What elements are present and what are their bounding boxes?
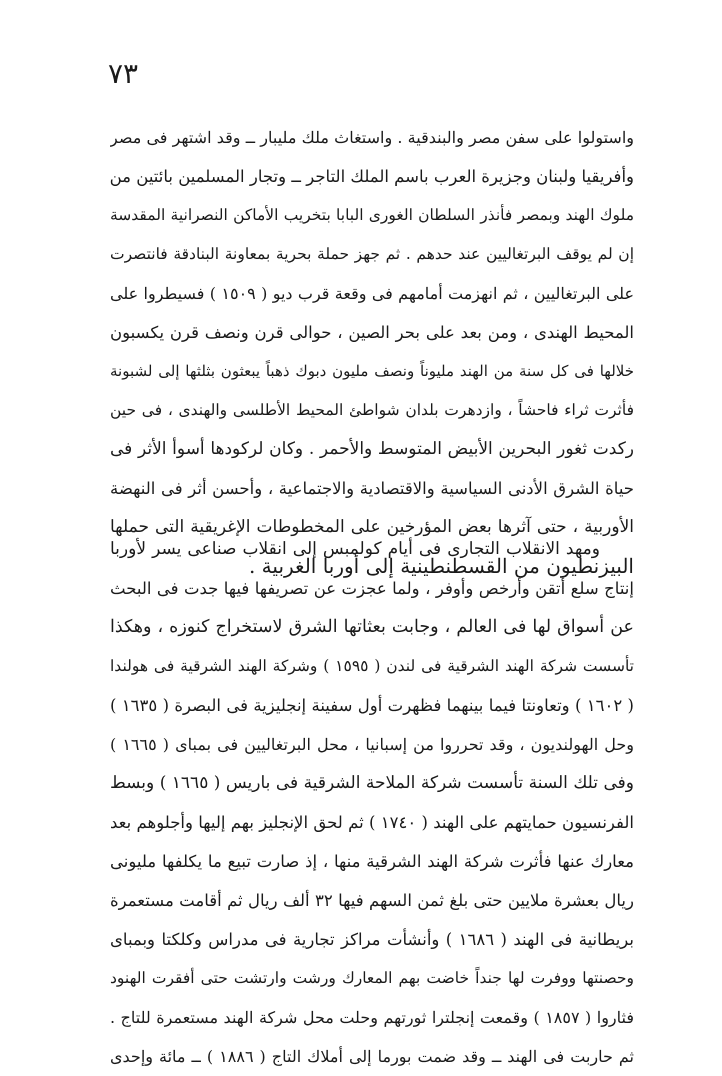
text-line: وأفريقيا ولبنان وجزيرة العرب باسم الملك التاجر ــ وتجار المسلمين بائتين من	[110, 167, 634, 186]
text-line: إن لم يوقف البرتغاليين عند حدهم . ثم جهز حملة بحرية بمعاونة البنادقة فانتصرت	[110, 245, 634, 263]
text-line: الأوربية ، حتى آثرها بعض المؤرخين على المخطوطات الإغريقية التى حملها	[110, 517, 634, 537]
text-line: الفرنسيون حمايتهم على الهند ( ١٧٤٠ ) ثم لحق الإنجليز بهم إليها وأجلوهم بعد	[110, 813, 634, 832]
text-line: على البرتغاليين ، ثم انهزمت أمامهم فى وقعة قرب ديو ( ١٥٠٩ ) فسيطروا على	[110, 284, 634, 303]
text-line: إنتاج سلع أتقن وأرخص وأوفر ، ولما عجزت عن تصريفها فيها جدت فى البحث	[110, 579, 634, 598]
text-line: خلالها فى كل سنة من الهند مليوناً ونصف مليون دبوك ذهباً يبعثون بثلثها إلى لشبونة	[110, 362, 634, 380]
text-line: ثم حاربت فى الهند ــ وقد ضمت بورما إلى أملاك التاج ( ١٨٨٦ ) ــ مائة وإحدى	[110, 1047, 634, 1066]
text-line: عن أسواق لها فى العالم ، وجابت بعثاتها الشرق لاستخراج كنوزه ، وهكذا	[110, 617, 634, 637]
text-line: المحيط الهندى ، ومن بعد على بحر الصين ، حوالى قرن ونصف قرن يكسبون	[110, 323, 634, 342]
text-line: واستولوا على سفن مصر والبندقية . واستغاث ملك مليبار ــ وقد اشتهر فى مصر	[110, 128, 634, 147]
text-line: تأسست شركة الهند الشرقية فى لندن ( ١٥٩٥ ) وشركة الهند الشرقية فى هولندا	[110, 657, 634, 675]
text-line: ومهد الانقلاب التجارى فى أيام كولمبس إلى انقلاب صناعى يسر لأوربا	[110, 539, 600, 559]
text-line: وحصنتها ووفرت لها جنداً خاضت بهم المعارك ورشت وارتشت حتى أفقرت الهنود	[110, 969, 634, 987]
text-line: معارك عنها فأثرت شركة الهند الشرقية منها ، إذ صارت تبيع ما يكلفها مليونى	[110, 852, 634, 871]
text-line: فثاروا ( ١٨٥٧ ) وقمعت إنجلترا ثورتهم وحلت محل شركة الهند مستعمرة للتاج .	[110, 1008, 634, 1027]
text-line: ملوك الهند وبمصر فأنذر السلطان الغورى البابا بتخريب الأماكن النصرانية المقدسة	[110, 206, 634, 224]
text-line: ريال بعشرة ملايين حتى بلغ ثمن السهم فيها ٣٢ ألف ريال ثم أقامت مستعمرة	[110, 891, 634, 910]
paragraph-1	[110, 118, 634, 586]
text-line: وفى تلك السنة تأسست شركة الملاحة الشرقية فى باريس ( ١٦٦٥ ) وبسط	[110, 773, 634, 793]
text-line: فأثرت ثراء فاحشاً ، وازدهرت بلدان شواطئ المحيط الأطلسى والهندى ، فى حين	[110, 401, 634, 419]
text-line: ( ١٦٠٢ ) وتعاونتا فيما بينهما فظهرت أول سفينة إنجليزية فى البصرة ( ١٦٣٥ )	[110, 696, 634, 715]
text-line: البيزنطيون من القسطنطينية إلى أوربا الغربية .	[248, 554, 634, 578]
text-line: ركدت ثغور البحرين الأبيض المتوسط والأحمر . وكان لركودها أسوأ الأثر فى	[110, 439, 634, 459]
paragraph-2	[110, 530, 634, 1076]
page-number: ٧٣	[108, 57, 139, 90]
text-line: حياة الشرق الأدنى السياسية والاقتصادية والاجتماعية ، وأحسن أثر فى النهضة	[110, 479, 634, 498]
text-line: وحل الهولنديون ، وقد تحرروا من إسبانيا ، محل البرتغاليين فى بمباى ( ١٦٦٥ )	[110, 735, 634, 754]
text-line: بريطانية فى الهند ( ١٦٨٦ ) وأنشأت مراكز تجارية فى مدراس وكلكتا وبمباى	[110, 930, 634, 949]
